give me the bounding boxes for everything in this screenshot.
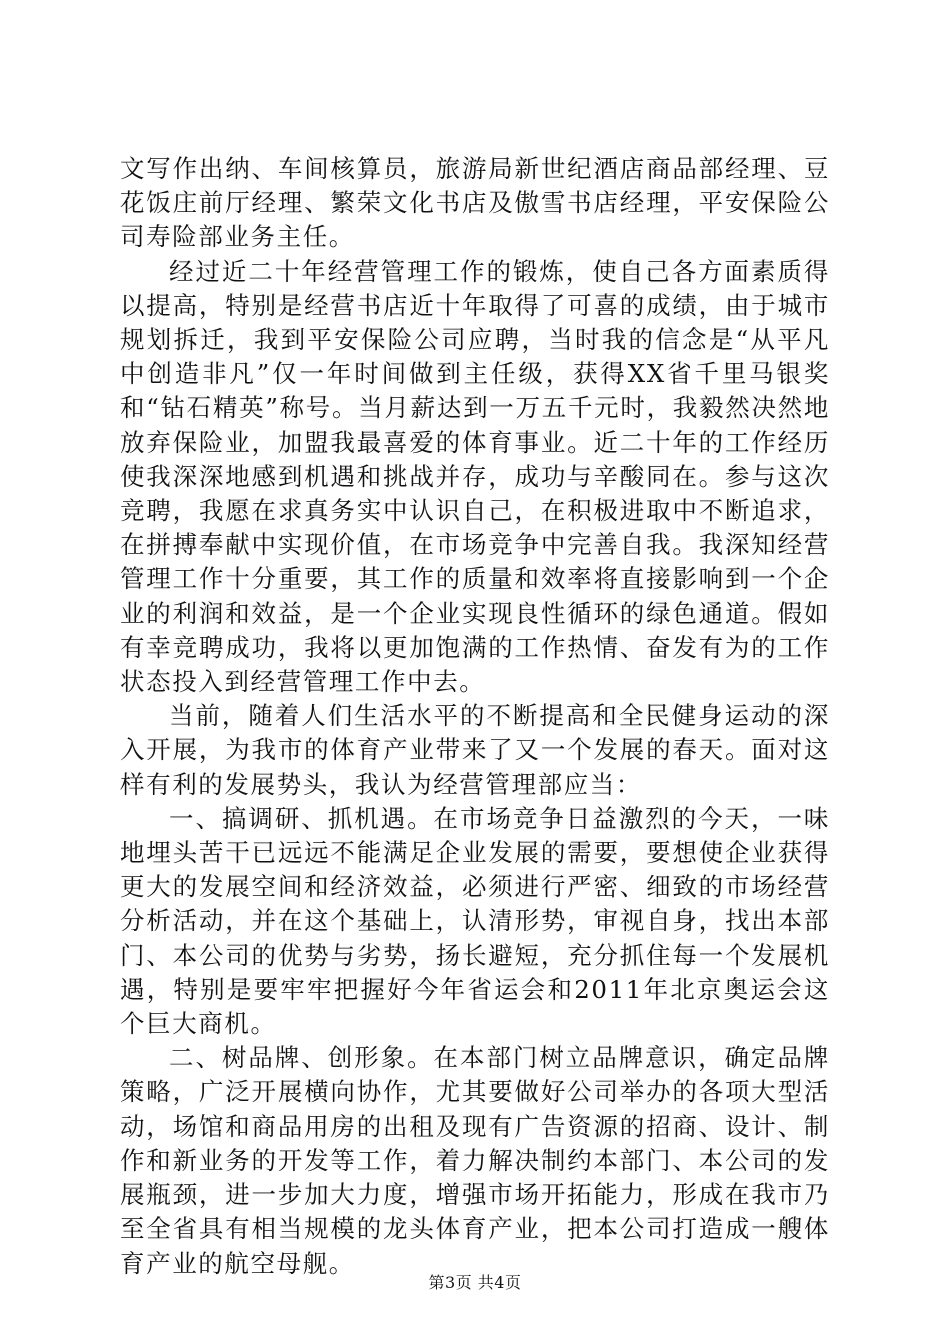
paragraph-1: 文写作出纳、车间核算员，旅游局新世纪酒店商品部经理、豆花饭庄前厅经理、繁荣文化书店及傲雪书店经理，平安保险公司寿险部业务主任。: [120, 154, 830, 252]
document-body: [120, 152, 830, 1281]
paragraph-4: 一、搞调研、抓机遇。在市场竞争日益激烈的今天，一味地埋头苦干已远远不能满足企业发展的需要，要想使企业获得更大的发展空间和经济效益，必须进行严密、细致的市场经营分析活动，并在这个基础上，认清形势，审视自身，找出本部门、本公司的优势与劣势，扬长避短，充分抓住每一个发展机遇，特别是要牢牢把握好今年省运会和2011年北京奥运会这个巨大商机。: [120, 803, 830, 1039]
paragraph-5: 二、树品牌、创形象。在本部门树立品牌意识，确定品牌策略，广泛开展横向协作，尤其要做好公司举办的各项大型活动，场馆和商品用房的出租及现有广告资源的招商、设计、制作和新业务的开发等工作，着力解决制约本部门、本公司的发展瓶颈，进一步加大力度，增强市场开拓能力，形成在我市乃至全省具有相当规模的龙头体育产业，把本公司打造成一艘体育产业的航空母舰。: [120, 1043, 830, 1278]
paragraph-2: 经过近二十年经营管理工作的锻炼，使自己各方面素质得以提高，特别是经营书店近十年取得了可喜的成绩，由于城市规划拆迁，我到平安保险公司应聘，当时我的信念是“从平凡中创造非凡”仅一年时间做到主任级，获得XX省千里马银奖和“钻石精英”称号。当月薪达到一万五千元时，我毅然决然地放弃保险业，加盟我最喜爱的体育事业。近二十年的工作经历使我深深地感到机遇和挑战并存，成功与辛酸同在。参与这次竞聘，我愿在求真务实中认识自己，在积极进取中不断追求，在拼搏奉献中实现价值，在市场竞争中完善自我。我深知经营管理工作十分重要，其工作的质量和效率将直接影响到一个企业的利润和效益，是一个企业实现良性循环的绿色通道。假如有幸竞聘成功，我将以更加饱满的工作热情、奋发有为的工作状态投入到经营管理工作中去。: [120, 256, 830, 697]
page-footer: [0, 1273, 950, 1293]
paragraph-3: 当前，随着人们生活水平的不断提高和全民健身运动的深入开展，为我市的体育产业带来了又一个发展的春天。面对这样有利的发展势头，我认为经营管理部应当：: [120, 701, 830, 799]
page-number-indicator: 第3页 共4页: [428, 1273, 522, 1292]
